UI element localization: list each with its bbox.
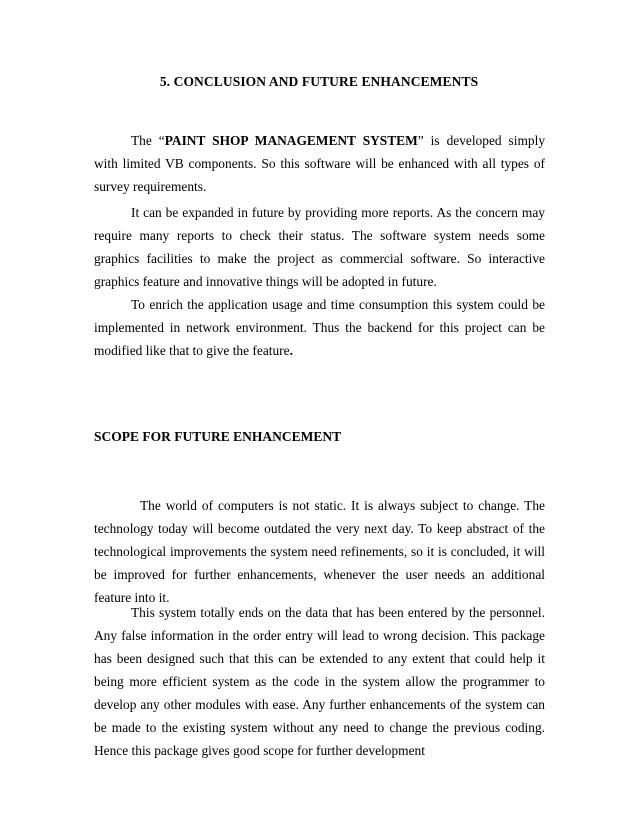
paragraph-intro — [94, 129, 545, 198]
paragraph-network-period: . — [289, 343, 293, 358]
paragraph-intro-prefix: The “ — [131, 133, 165, 148]
system-name: PAINT SHOP MANAGEMENT SYSTEM — [164, 133, 418, 148]
paragraph-expansion: It can be expanded in future by providing more reports. As the concern may require many reports to check their status. The software system needs some graphics facilities to make the project as commercial software. So interactive graphics feature and innovative things will be adopted in future. — [94, 205, 545, 289]
paragraph-network-text: To enrich the application usage and time consumption this system could be implemented in network environment. Thus the backend for this project can be modified like that to give the feature — [94, 297, 545, 358]
paragraph-network — [94, 293, 545, 362]
paragraph-system-data: This system totally ends on the data that has been entered by the personnel. Any false information in the order entry will lead to wrong decision. This package has been designed such that this can be extended to any extent that could help it being more efficient system as the code in the system allow the programmer to develop any other modules with ease. Any further enhancements of the system can be made to the existing system without any need to change the previous coding. Hence this package gives good scope for further development — [94, 605, 545, 758]
paragraph-world-of-computers: The world of computers is not static. It is always subject to change. The technology today will become outdated the very next day. To keep abstract of the technological improvements the system need refinements, so it is concluded, it will be improved for further enhancements, whenever the user needs an additional feature into it. — [94, 498, 545, 605]
section-heading-scope: SCOPE FOR FUTURE ENHANCEMENT — [94, 429, 342, 444]
paragraph-intro-rest: ” is developed simply with limited VB components. So this software will be enhanced with all types of survey requirements. — [94, 133, 546, 194]
page-title: 5. CONCLUSION AND FUTURE ENHANCEMENTS — [159, 74, 479, 89]
